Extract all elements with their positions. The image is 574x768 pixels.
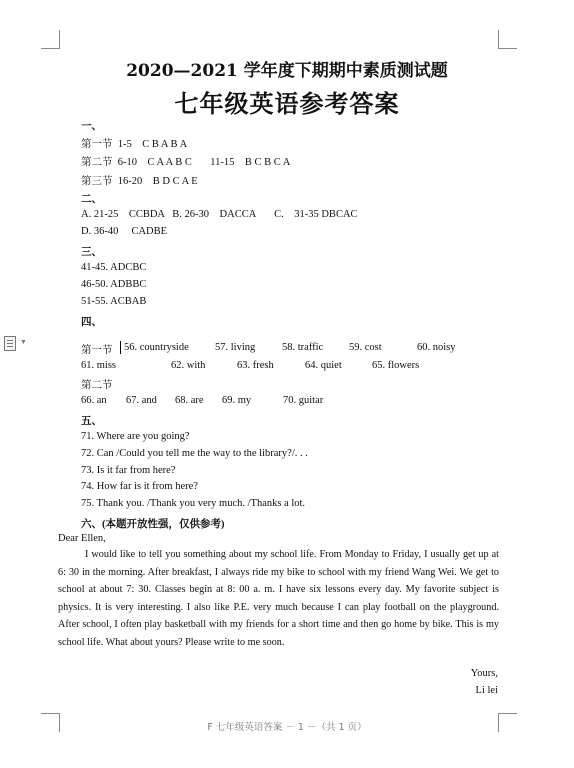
letter-closing: Yours, [470, 668, 498, 679]
answer-64: 64. quiet [305, 360, 342, 371]
answer-66: 66. an [81, 395, 107, 406]
section-1-heading: 一、 [81, 121, 102, 132]
answer-60: 60. noisy [417, 342, 456, 353]
section-4-heading: 四、 [81, 317, 102, 328]
section-3-line-2: 46-50. ADBBC [81, 279, 147, 290]
answer-71: 71. Where are you going? [81, 431, 190, 442]
answer-63: 63. fresh [237, 360, 274, 371]
section-4-part-2-label: 第二节 [81, 380, 113, 391]
answer-68: 68. are [175, 395, 204, 406]
answer-59: 59. cost [349, 342, 382, 353]
chevron-down-icon[interactable]: ▼ [20, 338, 27, 346]
section-3-heading: 三、 [81, 247, 102, 258]
text-cursor [120, 341, 121, 354]
section-2-line-1: A. 21-25 CCBDA B. 26-30 DACCA C. 31-35 DBCAC [81, 209, 358, 220]
answer-65: 65. flowers [372, 360, 420, 371]
section-5-heading: 五、 [81, 416, 102, 427]
answer-58: 58. traffic [282, 342, 324, 353]
corner-mark-top-right [498, 30, 517, 49]
section-6-heading: 六、(本题开放性强，仅供参考) [81, 519, 225, 530]
answer-72: 72. Can /Could you tell me the way to the library?/. . . [81, 448, 308, 459]
answer-70: 70. guitar [283, 395, 324, 406]
answer-69: 69. my [222, 395, 252, 406]
page-footer: F 七年级英语答案 － 1 －（共 1 页） [207, 722, 367, 733]
letter-greeting: Dear Ellen, [58, 533, 106, 544]
section-1-line-3: 第三节 16-20 B D C A E [81, 176, 198, 187]
section-2-heading: 二、 [81, 194, 102, 205]
answer-56: 56. countryside [124, 342, 189, 353]
letter-body: I would like to tell you something about my school life. From Monday to Friday, I usually get up at 6: 30 in the morning. After breakfast, I always ride my bike to school with my friend Wang Wei. We get to school at about 7: 30. Classes begin at 8: 00 a. m. I have six lessons every day. My favorite subject is physics. It is very interesting. I also like P.E. very much because I can play football on the playground. After school, I often play basketball with my friends for a short time and then go home by bike. This is my school life. What about yours? Please write to me soon. [58, 549, 499, 648]
section-3-line-1: 41-45. ADCBC [81, 262, 147, 273]
answer-75: 75. Thank you. /Thank you very much. /Thanks a lot. [81, 498, 306, 509]
document-icon[interactable] [4, 336, 16, 351]
answer-61: 61. miss [81, 360, 117, 371]
answer-73: 73. Is it far from here? [81, 465, 176, 476]
section-2-line-2: D. 36-40 CADBE [81, 226, 168, 237]
corner-mark-top-left [41, 30, 60, 49]
section-3-line-3: 51-55. ACBAB [81, 296, 147, 307]
section-4-part-1-label: 第一节 [81, 345, 113, 356]
answer-key-title: 七年级英语参考答案 [174, 89, 400, 118]
answer-62: 62. with [171, 360, 206, 371]
answer-57: 57. living [215, 342, 256, 353]
exam-title: 2020—2021 学年度下期期中素质测试题 [126, 61, 448, 81]
answer-67: 67. and [126, 395, 157, 406]
section-1-line-2: 第二节 6-10 C A A B C 11-15 B C B C A [81, 157, 291, 168]
answer-74: 74. How far is it from here? [81, 481, 198, 492]
section-1-line-1: 第一节 1-5 C B A B A [81, 139, 188, 150]
letter-signature: Li lei [475, 685, 498, 696]
